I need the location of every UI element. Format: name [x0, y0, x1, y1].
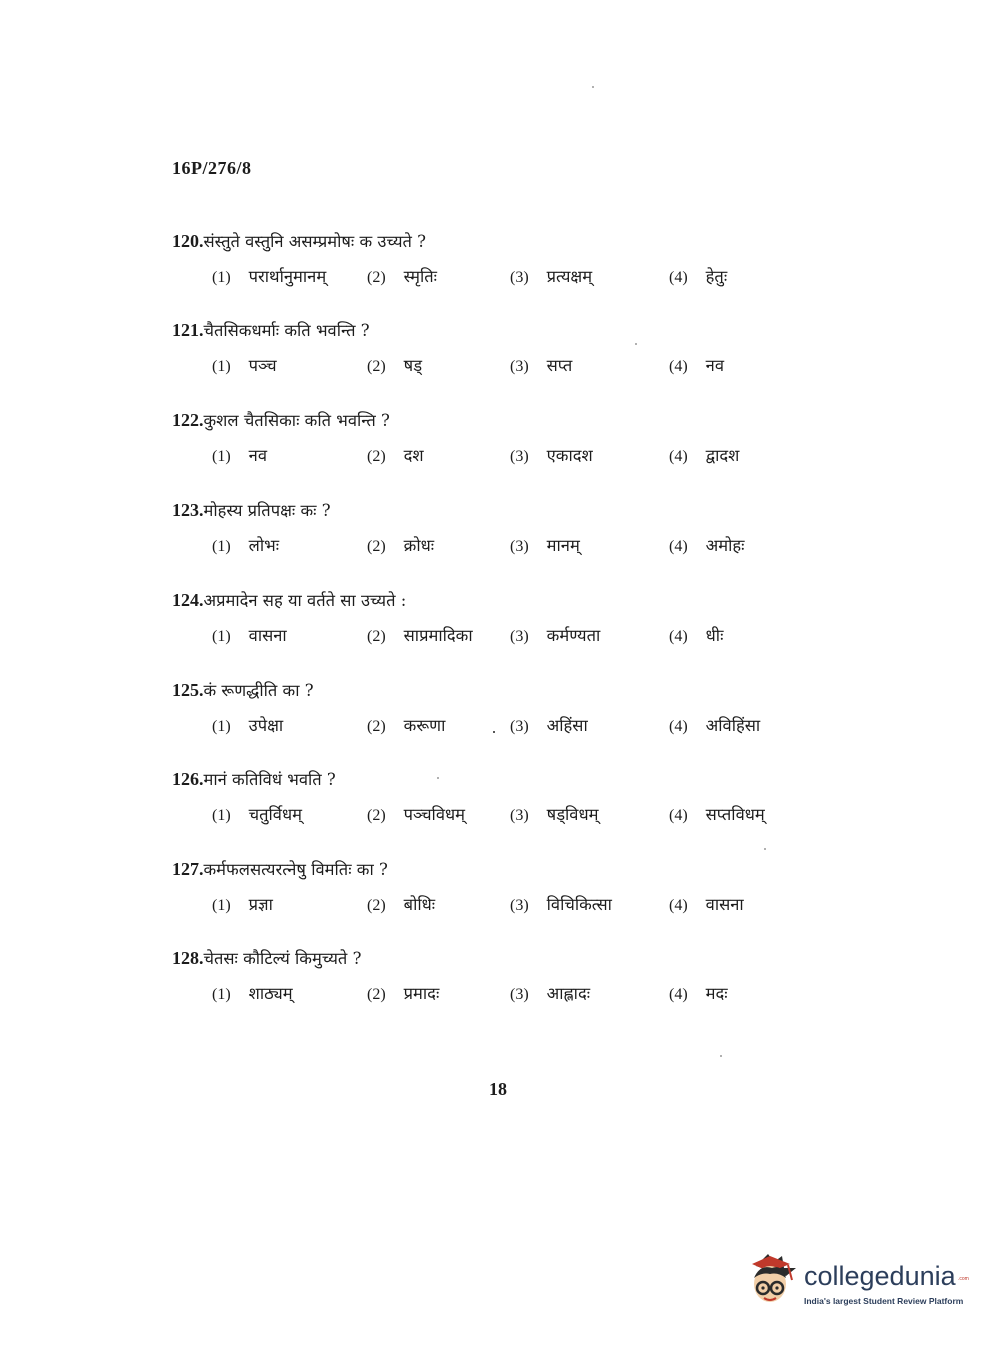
option-text: सप्तविधम्: [705, 805, 765, 824]
scan-speck: [720, 1055, 722, 1057]
question-126: [172, 767, 822, 830]
option-number: (3): [510, 986, 529, 1003]
question-120: [172, 229, 822, 292]
option-text: बोधिः: [403, 895, 436, 914]
question-number: 125.: [172, 680, 204, 700]
option-number: (4): [669, 897, 688, 914]
question-text: संस्तुते वस्तुनि असम्प्रमोषः क उच्यते ?: [203, 232, 427, 251]
option-text: षड्: [403, 356, 423, 375]
paper-code: 16P/276/8: [172, 158, 252, 178]
question-125: [172, 678, 822, 741]
option-3: [510, 443, 593, 466]
option-text: वासना: [248, 626, 287, 645]
option-4: [669, 623, 723, 646]
option-number: (1): [212, 807, 231, 824]
question-text: कर्मफलसत्यरत्नेषु विमतिः का ?: [203, 860, 388, 879]
option-number: (2): [367, 628, 386, 645]
question-number: 126.: [172, 769, 204, 789]
option-text: आह्लादः: [546, 984, 591, 1003]
options: [172, 533, 822, 561]
option-text: विचिकित्सा: [546, 895, 612, 914]
question-text: कुशल चैतसिकाः कति भवन्ति ?: [203, 411, 390, 430]
option-number: (2): [367, 538, 386, 555]
options: [172, 623, 822, 651]
option-text: कर्मण्यता: [546, 626, 601, 645]
option-text: अमोहः: [705, 536, 745, 555]
scan-speck: [635, 343, 637, 345]
option-2: [367, 353, 422, 376]
option-text: प्रमादः: [403, 984, 440, 1003]
option-number: (2): [367, 269, 386, 286]
brand-tagline: India's largest Student Review Platform: [804, 1296, 964, 1306]
options: [172, 264, 822, 292]
question-number: 120.: [172, 231, 204, 251]
question-number: 123.: [172, 500, 204, 520]
brand-suffix: .com: [958, 1276, 969, 1282]
option-4: [669, 713, 760, 736]
page-number: 18: [489, 1079, 507, 1099]
option-3: [510, 353, 572, 376]
option-4: [669, 892, 744, 915]
question-122: [172, 408, 822, 471]
question-number: 122.: [172, 410, 204, 430]
options: [172, 981, 822, 1009]
options: [172, 353, 822, 381]
option-3: [510, 533, 580, 556]
option-2: [367, 713, 445, 736]
option-text: साप्रमादिका: [403, 626, 473, 645]
option-2: [367, 533, 434, 556]
option-text: स्मृतिः: [403, 267, 437, 286]
option-number: (3): [510, 807, 529, 824]
option-2: [367, 802, 465, 825]
option-text: दश: [403, 446, 424, 465]
option-text: प्रत्यक्षम्: [546, 267, 593, 286]
option-text: लोभः: [248, 536, 280, 555]
option-number: (2): [367, 986, 386, 1003]
option-number: (1): [212, 628, 231, 645]
option-number: (4): [669, 448, 688, 465]
option-4: [669, 264, 727, 287]
option-text: प्रज्ञा: [248, 895, 273, 914]
question-number: 127.: [172, 859, 204, 879]
option-number: (4): [669, 269, 688, 286]
question-text: अप्रमादेन सह या वर्तते सा उच्यते :: [203, 591, 407, 610]
option-4: [669, 533, 745, 556]
option-text: सप्त: [546, 356, 573, 375]
option-text: करूणा: [403, 716, 446, 735]
option-text: एकादश: [546, 446, 593, 465]
option-number: (1): [212, 269, 231, 286]
option-1: [212, 533, 279, 556]
option-number: (2): [367, 897, 386, 914]
option-text: क्रोधः: [403, 536, 435, 555]
option-text: धीः: [705, 626, 724, 645]
option-text: अविहिंसा: [705, 716, 761, 735]
question-123: [172, 498, 822, 561]
option-1: [212, 892, 273, 915]
option-number: (4): [669, 718, 688, 735]
option-text: शाठ्यम्: [248, 984, 293, 1003]
option-3: [510, 264, 592, 287]
option-number: (3): [510, 718, 529, 735]
option-number: (3): [510, 358, 529, 375]
option-number: (4): [669, 538, 688, 555]
scan-speck: [764, 848, 766, 850]
option-number: (3): [510, 269, 529, 286]
option-number: (1): [212, 358, 231, 375]
option-number: (1): [212, 986, 231, 1003]
option-number: (4): [669, 986, 688, 1003]
option-number: (1): [212, 538, 231, 555]
option-3: [510, 981, 590, 1004]
question-text: मोहस्य प्रतिपक्षः कः ?: [203, 501, 331, 520]
option-number: (2): [367, 358, 386, 375]
option-2: [367, 981, 439, 1004]
question-text: चेतसः कौटिल्यं किमुच्यते ?: [203, 949, 362, 968]
option-1: [212, 353, 277, 376]
option-number: (3): [510, 448, 529, 465]
option-4: [669, 802, 765, 825]
option-text: परार्थानुमानम्: [248, 267, 327, 286]
options: [172, 713, 822, 741]
option-2: [367, 264, 437, 287]
option-number: (4): [669, 358, 688, 375]
option-4: [669, 353, 724, 376]
mascot-icon: [742, 1250, 802, 1310]
options: [172, 802, 822, 830]
option-text: मानम्: [546, 536, 580, 555]
question-121: [172, 318, 822, 381]
option-2: [367, 623, 473, 646]
option-number: (1): [212, 448, 231, 465]
collegedunia-logo[interactable]: [742, 1250, 972, 1310]
option-number: (3): [510, 538, 529, 555]
option-text: नव: [705, 356, 724, 375]
option-text: नव: [248, 446, 267, 465]
option-1: [212, 981, 293, 1004]
options: [172, 443, 822, 471]
option-text: उपेक्षा: [248, 716, 284, 735]
option-2: [367, 443, 424, 466]
scan-speck: [437, 777, 439, 779]
option-number: (2): [367, 807, 386, 824]
option-4: [669, 981, 728, 1004]
option-text: हेतुः: [705, 267, 728, 286]
option-1: [212, 713, 283, 736]
option-number: (4): [669, 807, 688, 824]
option-number: (2): [367, 718, 386, 735]
option-text: पञ्चविधम्: [403, 805, 466, 824]
question-124: [172, 588, 822, 651]
options: [172, 892, 822, 920]
option-1: [212, 623, 287, 646]
question-text: चैतसिकधर्माः कति भवन्ति ?: [203, 321, 370, 340]
option-1: [212, 264, 326, 287]
option-text: अहिंसा: [546, 716, 588, 735]
option-text: मदः: [705, 984, 728, 1003]
option-number: (1): [212, 897, 231, 914]
question-128: [172, 946, 822, 1009]
option-4: [669, 443, 739, 466]
option-3: [510, 623, 600, 646]
question-127: [172, 857, 822, 920]
option-3: [510, 713, 588, 736]
question-number: 121.: [172, 320, 204, 340]
brand-name: collegedunia: [804, 1261, 956, 1291]
option-number: (3): [510, 628, 529, 645]
scan-speck: [592, 86, 594, 88]
option-3: [510, 802, 598, 825]
scan-speck: [493, 731, 495, 733]
option-text: चतुर्विधम्: [248, 805, 303, 824]
option-text: पञ्च: [248, 356, 277, 375]
option-text: षड्विधम्: [546, 805, 599, 824]
option-number: (2): [367, 448, 386, 465]
option-2: [367, 892, 435, 915]
question-number: 128.: [172, 948, 204, 968]
option-number: (1): [212, 718, 231, 735]
question-text: मानं कतिविधं भवति ?: [203, 770, 336, 789]
option-text: द्वादश: [705, 446, 740, 465]
option-3: [510, 892, 612, 915]
option-text: वासना: [705, 895, 744, 914]
option-1: [212, 443, 267, 466]
question-text: कं रूणद्धीति का ?: [203, 681, 314, 700]
option-number: (3): [510, 897, 529, 914]
question-number: 124.: [172, 590, 204, 610]
option-number: (4): [669, 628, 688, 645]
option-1: [212, 802, 302, 825]
